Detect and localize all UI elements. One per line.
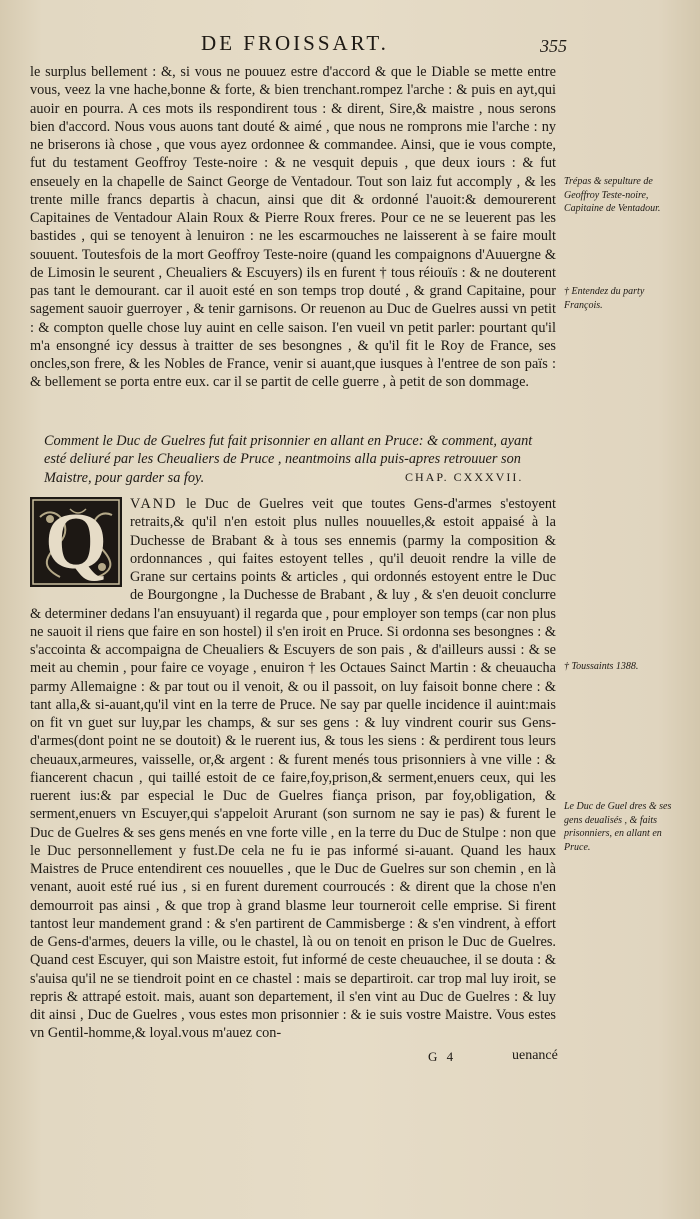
page-number: 355 xyxy=(540,36,567,56)
margin-note-4: Le Duc de Guel dres & ses gens deualisés , & faits prisonniers, en allant en Pruce. xyxy=(564,801,672,853)
margin-note-1: Trépas & sepulture de Geoffroy Teste-noire, Capitaine de Ventadour. xyxy=(564,176,661,214)
running-title: DE FROISSART. xyxy=(201,31,389,55)
decorated-initial xyxy=(30,497,122,587)
paragraph-2-opening: VAND xyxy=(130,496,178,512)
signature-mark: G 4 xyxy=(428,1049,457,1064)
chapter-heading: Comment le Duc de Guelres fut fait prisonnier en allant en Pruce: & comment, ayant esté deliuré par les Cheualiers de Pruce , neantmoins alla puis-apres retrouuer son Maistre, pour garder sa foy. xyxy=(44,433,533,486)
paragraph-2-text: le Duc de Guelres veit que toutes Gens-d'armes s'estoyent retraits,& qu'il n'en estoit plus nulles nouuelles,& estoit appaisé à la Duchesse de Brabant & à tous ses ennemis (parmy la composition & ordonnances , qui faites estoyent telles , qu'il deuoit rendre la ville de Grane sur certains points & articles , qui ordonnés estoyent entre le Duc de Bourgongne , la Duchesse de Brabant , & luy , & s'en deuoit conclurre & determiner dedans l'an ensuyuant) il regarda que , pour employer son temps (car non plus ne sauoit il riens que faire en son hostel) il s'en iroit en Pruce. Si ordonna ses besongnes : & s'accointa & accompaigna de Cheualiers & Escuyers de son pais , & d'ailleurs aussi : & se meit au chemin , pour faire ce voyage , enuiron † les Octaues Sainct Martin : & cheuaucha parmy Allemaigne : & par tout ou il venoit, & ou il passoit, on luy faisoit bonne chere : & tant alla,& si-auant,qu'il vint en la terre de Pruce. Ne say par quelle incidence il auint:mais on fit vn guet sur luy,par les champs, & sur ses gens : & luy vindrent courir sus Gens-d'armes(dont point ne se doutoit) & le ruerent ius, & tous les siens : & perdirent tous leurs cheuaux,armeures, vaisselle, or,& argent : & furent menés tous prisonniers à vne ville : & fiancerent chacun , qui taillé estoit de ce faire,foy,prison,& serment,enuers ceux, qui les ruerent ius:& par especial le Duc de Guelres fiança prison, par foy,obligation, & serment,enuers vn Escuyer,qui s'appeloit Arurant (son surnom ne say ie pas) & furent le Duc de Guelres & ses gens menés en vne forte ville , en la terre du Duc de Stulpe : non que le Duc personnellement y fust.De cela ne fu ie pas informé si-auant. Quand les haux Maistres de Pruce entendirent ces nouuelles , que le Duc de Guelres sur son chemin , en là venant, auoit esté rué ius , si en furent durement courroucés : & dirent que la chose n'en demourroit pas ainsi , & que trop à grand blasme leur tourneroit celle emprise. Si firent tantost leur mandement grand : & s'en partirent de Cammisberge : & s'en vindrent, à effort de Gens-d'armes, deuers la ville, ou le chastel, là ou on tenoit en prison le Duc de Guelres. Quand cest Escuyer, qui son Maistre estoit, fut informé de ceste cheuauchee, il se douta : & s'auisa qu'il ne se tiendroit point en ce chastel : mais se departiroit. car trop mal luy iroit, se repris & attrapé estoit. mais, auant son departement, il s'en vint au Duc de Guelres : & luy dit ainsi , Duc de Guelres , vous estes mon prisonnier : & ie suis vostre Maistre. Vous estes vn Gentil-homme,& loyal.vous m'auez con- xyxy=(30,496,556,1042)
margin-note-3: † Toussaints 1388. xyxy=(564,661,639,672)
margin-note-2: † Entendez du party François. xyxy=(564,286,645,311)
chapter-number: CHAP. CXXXVII. xyxy=(405,470,524,484)
catchword: uenancé xyxy=(512,1048,558,1063)
drop-cap-letter: Q xyxy=(44,498,108,586)
paragraph-1: le surplus bellement : &, si vous ne pouuez estre d'accord & que le Diable se mette entre vous, veez la vne hache,bonne & forte, & bien trenchant.rompez l'arche : & puis en ayt,qui auoir en pourra. A ces mots ils respondirent tous : & dirent, Sire,& maistre , nous serons bien d'accord. Nous vous auons tant douté & aimé , que nous ne romprons mie l'arche : ny ne briserons ià chose , que vous ayez ordonnee & commandee. Ainsi, que ie vous compte, fut du testament Geoffroy Teste-noire : & ne vesquit depuis , que deux iours : & fut enseuely en la chapelle de Sainct George de Ventadour. Tout son laiz fut accomply , & les trente mille francs departis à chacun, ainsi que dit & ordonné l'auoit:& demourerent Capitaines de Ventadour Alain Roux & Pierre Roux freres. Pour ce ne se leuerent pas les bastides , qui se tenoyent à lenuiron : ne les escarmouches ne laisserent à se faire moult souuent. Toutesfois de la mort Geoffroy Teste-noire (quand les compaignons d'Auuergne & de Limosin le seurent , Cheualiers & Escuyers) ils en furent † tous réiouïs : & ne douterent pas tant le demourant. car il auoit esté en son temps trop douté , & grand Capitaine, pour sagement sauoir guerroyer , & tenir garnisons. Or reuenon au Duc de Guelres aussi vn petit : & compton quelle chose luy auint en celle saison. I'en vueil vn petit parler: pourtant qu'il m'a ensongné icy dessus à traitter de ses besongnes , & qu'il fit le Roy de France, ses oncles,son frere, & les Nobles de France, venir si auant,que iusques à l'entree de son païs : & bellement se porta entre eux. car il se partit de celle guerre , à petit de son dommage. xyxy=(30,64,556,391)
paragraph-2 xyxy=(30,495,556,1043)
